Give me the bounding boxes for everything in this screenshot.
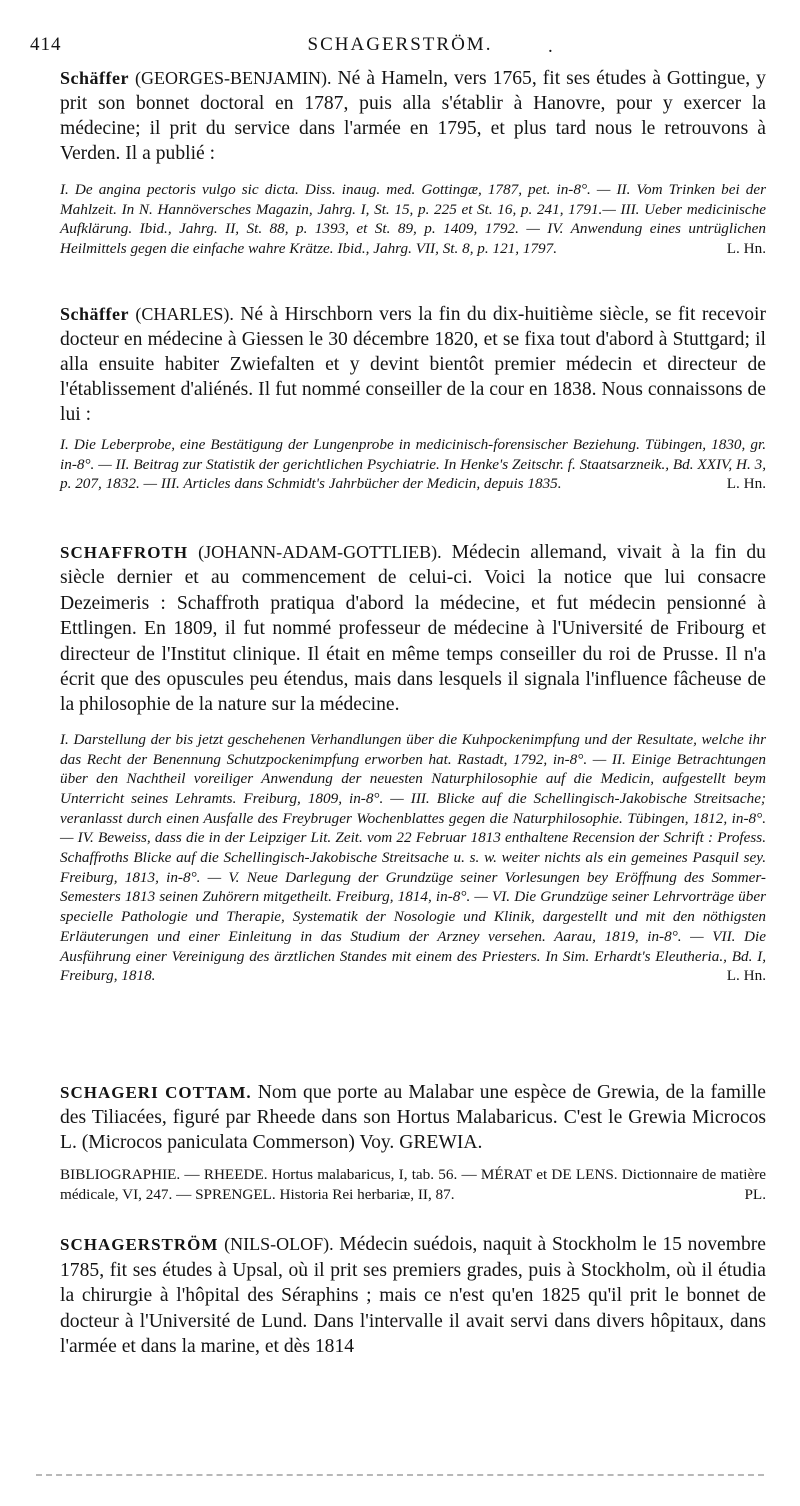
- entry-body: [60, 302, 766, 427]
- signature: L. Hn.: [726, 240, 766, 258]
- references-text: I. Darstellung der bis jetzt geschehenen Verhandlungen über die Kuhpockenimpfung und der Resultate, welche ihr das Recht der Benennung Schutzpockenimpfung erworben hat. Rastadt, 1792, in-8°. — II. Einige Betrachtungen über den Nachtheil voreiliger Anwendung der neuesten Naturphilosophie auf die Medicin, aufgestellt beym Unterricht seines Lehramts. Freiburg, 1809, in-8°. — III. Blicke auf die Schellingisch-Jakobische Streitsache; veranlasst durch einen Ausfalle des Freybruger Wochenblattes gegen die Naturphilosophie. Tübingen, 1812, in-8°. — IV. Beweiss, dass die in der Leipziger Lit. Zeit. vom 22 Februar 1813 enthaltene Recension der Schrift : Profess. Schaffroths Blicke auf die Schellingisch-Jakobische Streitsache u. s. w. weiter nichts als ein gemeines Pasquil sey. Freiburg, 1813, in-8°. — V. Neue Darlegung der Grundzüge seiner Vorlesungen bey Eröffnung des Sommer-Semesters 1813 seinen Zuhörern mitgetheilt. Freiburg, 1814, in-8°. — VI. Die Grundzüge seiner Lehrvorträge über specielle Pathologie und Therapie, Systematik der Nosologie und Klinik, dargestellt und mit den nöthigsten Erläuterungen und einer Einleitung in das Studium der Arzney versehen. Aarau, 1819, in-8°. — VII. Die Ausführung einer Vereinigung des ärztlichen Standes mit einem des Priesters. In Sim. Erhardt's Eleutheria., Bd. I, Freiburg, 1818.: [60, 730, 766, 985]
- entry-forename: (NILS-OLOF).: [224, 1234, 334, 1254]
- entry-schageri-cottam: [60, 1080, 766, 1204]
- entry-body: [60, 1232, 766, 1360]
- entry-references: [60, 730, 766, 986]
- entry-forename: (CHARLES).: [135, 304, 234, 324]
- entry-name: SCHAGERI COTTAM.: [60, 1083, 252, 1102]
- entry-text: Né à Hameln, vers 1765, fit ses études à Gottingue, y prit son bonnet doctoral en 1787, puis alla s'établir à Hanovre, pour y exercer la médecine; il prit du service dans l'armée en 1795, et plus tard nous le retrouvons à Verden. Il a publié :: [60, 68, 766, 164]
- running-head: SCHAGERSTRÖM.: [307, 34, 493, 55]
- footer-rule: [36, 1474, 764, 1476]
- page-number: 414: [30, 34, 62, 55]
- references-text: I. Die Leberprobe, eine Bestätigung der Lungenprobe in medicinisch-forensischer Beziehung. Tübingen, 1830, gr. in-8°. — II. Beitrag zur Statistik der gerichtlichen Psychiatrie. In Henke's Zeitschr. f. Staatsarzneik., Bd. XXIV, H. 3, p. 207, 1832. — III. Articles dans Schmidt's Jahrbücher der Medicin, depuis 1835.: [60, 436, 766, 493]
- entry-schaffer-charles: [60, 302, 766, 494]
- entry-name: SCHAFFROTH: [60, 543, 189, 562]
- entry-schaffer-georges: [60, 66, 766, 259]
- entry-text: Médecin allemand, vivait à la fin du siècle dernier et au commencement de celui-ci. Voici la notice que lui consacre Dezeimeris : Schaffroth pratiqua d'abord la médecine, et fut médecin pensionné à Ettlingen. En 1809, il fut nommé professeur de médecine à l'Université de Fribourg et directeur de l'Institut clinique. Il était en même temps conseiller du roi de Prusse. Il n'a écrit que des opuscules peu étendus, mais dans lesquels il signala l'influence fâcheuse de la philosophie de la nature sur la médecine.: [60, 542, 766, 716]
- entry-body: [60, 66, 766, 166]
- signature: PL.: [744, 1185, 766, 1203]
- entry-name: Schäffer: [60, 304, 129, 324]
- entry-references: [60, 435, 766, 494]
- entry-name: SCHAGERSTRÖM: [60, 1235, 219, 1254]
- references-text: I. De angina pectoris vulgo sic dicta. Diss. inaug. med. Gottingæ, 1787, pet. in-8°. — II. Vom Trinken bei der Mahlzeit. In N. Hannöversches Magazin, Jahrg. I, St. 15, p. 225 et St. 16, p. 241, 1791.— III. Ueber medicinische Aufklärung. Ibid., Jahrg. II, St. 88, p. 1393, et St. 89, p. 1409, 1792. — IV. Anwendung eines untrüglichen Heilmittels gegen die einfache wahre Krätze. Ibid., Jahrg. VII, St. 8, p. 121, 1797.: [60, 181, 766, 258]
- entry-name: Schäffer: [60, 68, 129, 88]
- signature: L. Hn.: [726, 967, 766, 985]
- entry-forename: (JOHANN-ADAM-GOTTLIEB).: [198, 542, 442, 562]
- entry-text: Nom que porte au Malabar une espèce de Grewia, de la famille des Tiliacées, figuré par Rheede dans son Hortus Malabaricus. C'est le Grewia Microcos L. (Microcos paniculata Commerson) Voy. GREWIA.: [60, 1082, 766, 1153]
- entry-body: [60, 1080, 766, 1155]
- entry-references: [60, 180, 766, 259]
- entry-forename: (GEORGES-BENJAMIN).: [135, 68, 332, 88]
- entry-text: Né à Hirschborn vers la fin du dix-huitième siècle, se fit recevoir docteur en médecine à Giessen le 30 décembre 1820, et se fixa tout d'abord à Stuttgard; il alla ensuite habiter Zwiefalten et y devint bientôt premier médecin et directeur de l'établissement d'aliénés. Il fut nommé conseiller de la cour en 1838. Nous connaissons de lui :: [60, 304, 767, 425]
- signature: L. Hn.: [726, 475, 766, 493]
- entry-text: Médecin suédois, naquit à Stockholm le 15 novembre 1785, fit ses études à Upsal, où il prit ses premiers grades, puis à Stockholm, où il étudia la chirurgie à l'hôpital des Séraphins ; mais ce n'est qu'en 1825 qu'il prit le bonnet de docteur à l'Université de Lund. Dans l'intervalle il avait servi dans divers hôpitaux, dans l'armée et dans la marine, et dès 1814: [60, 1234, 766, 1358]
- references-text: BIBLIOGRAPHIE. — RHEEDE. Hortus malabaricus, I, tab. 56. — MÉRAT et DE LENS. Dictionnaire de matière médicale, VI, 247. — SPRENGEL. Historia Rei herbariæ, II, 87.: [60, 1166, 766, 1203]
- entry-body: [60, 540, 766, 718]
- entry-schagerstrom: [60, 1232, 766, 1360]
- entry-schaffroth: [60, 540, 766, 986]
- entry-references: [60, 1165, 766, 1204]
- header-mark: .: [548, 36, 553, 57]
- page-header: [30, 34, 770, 58]
